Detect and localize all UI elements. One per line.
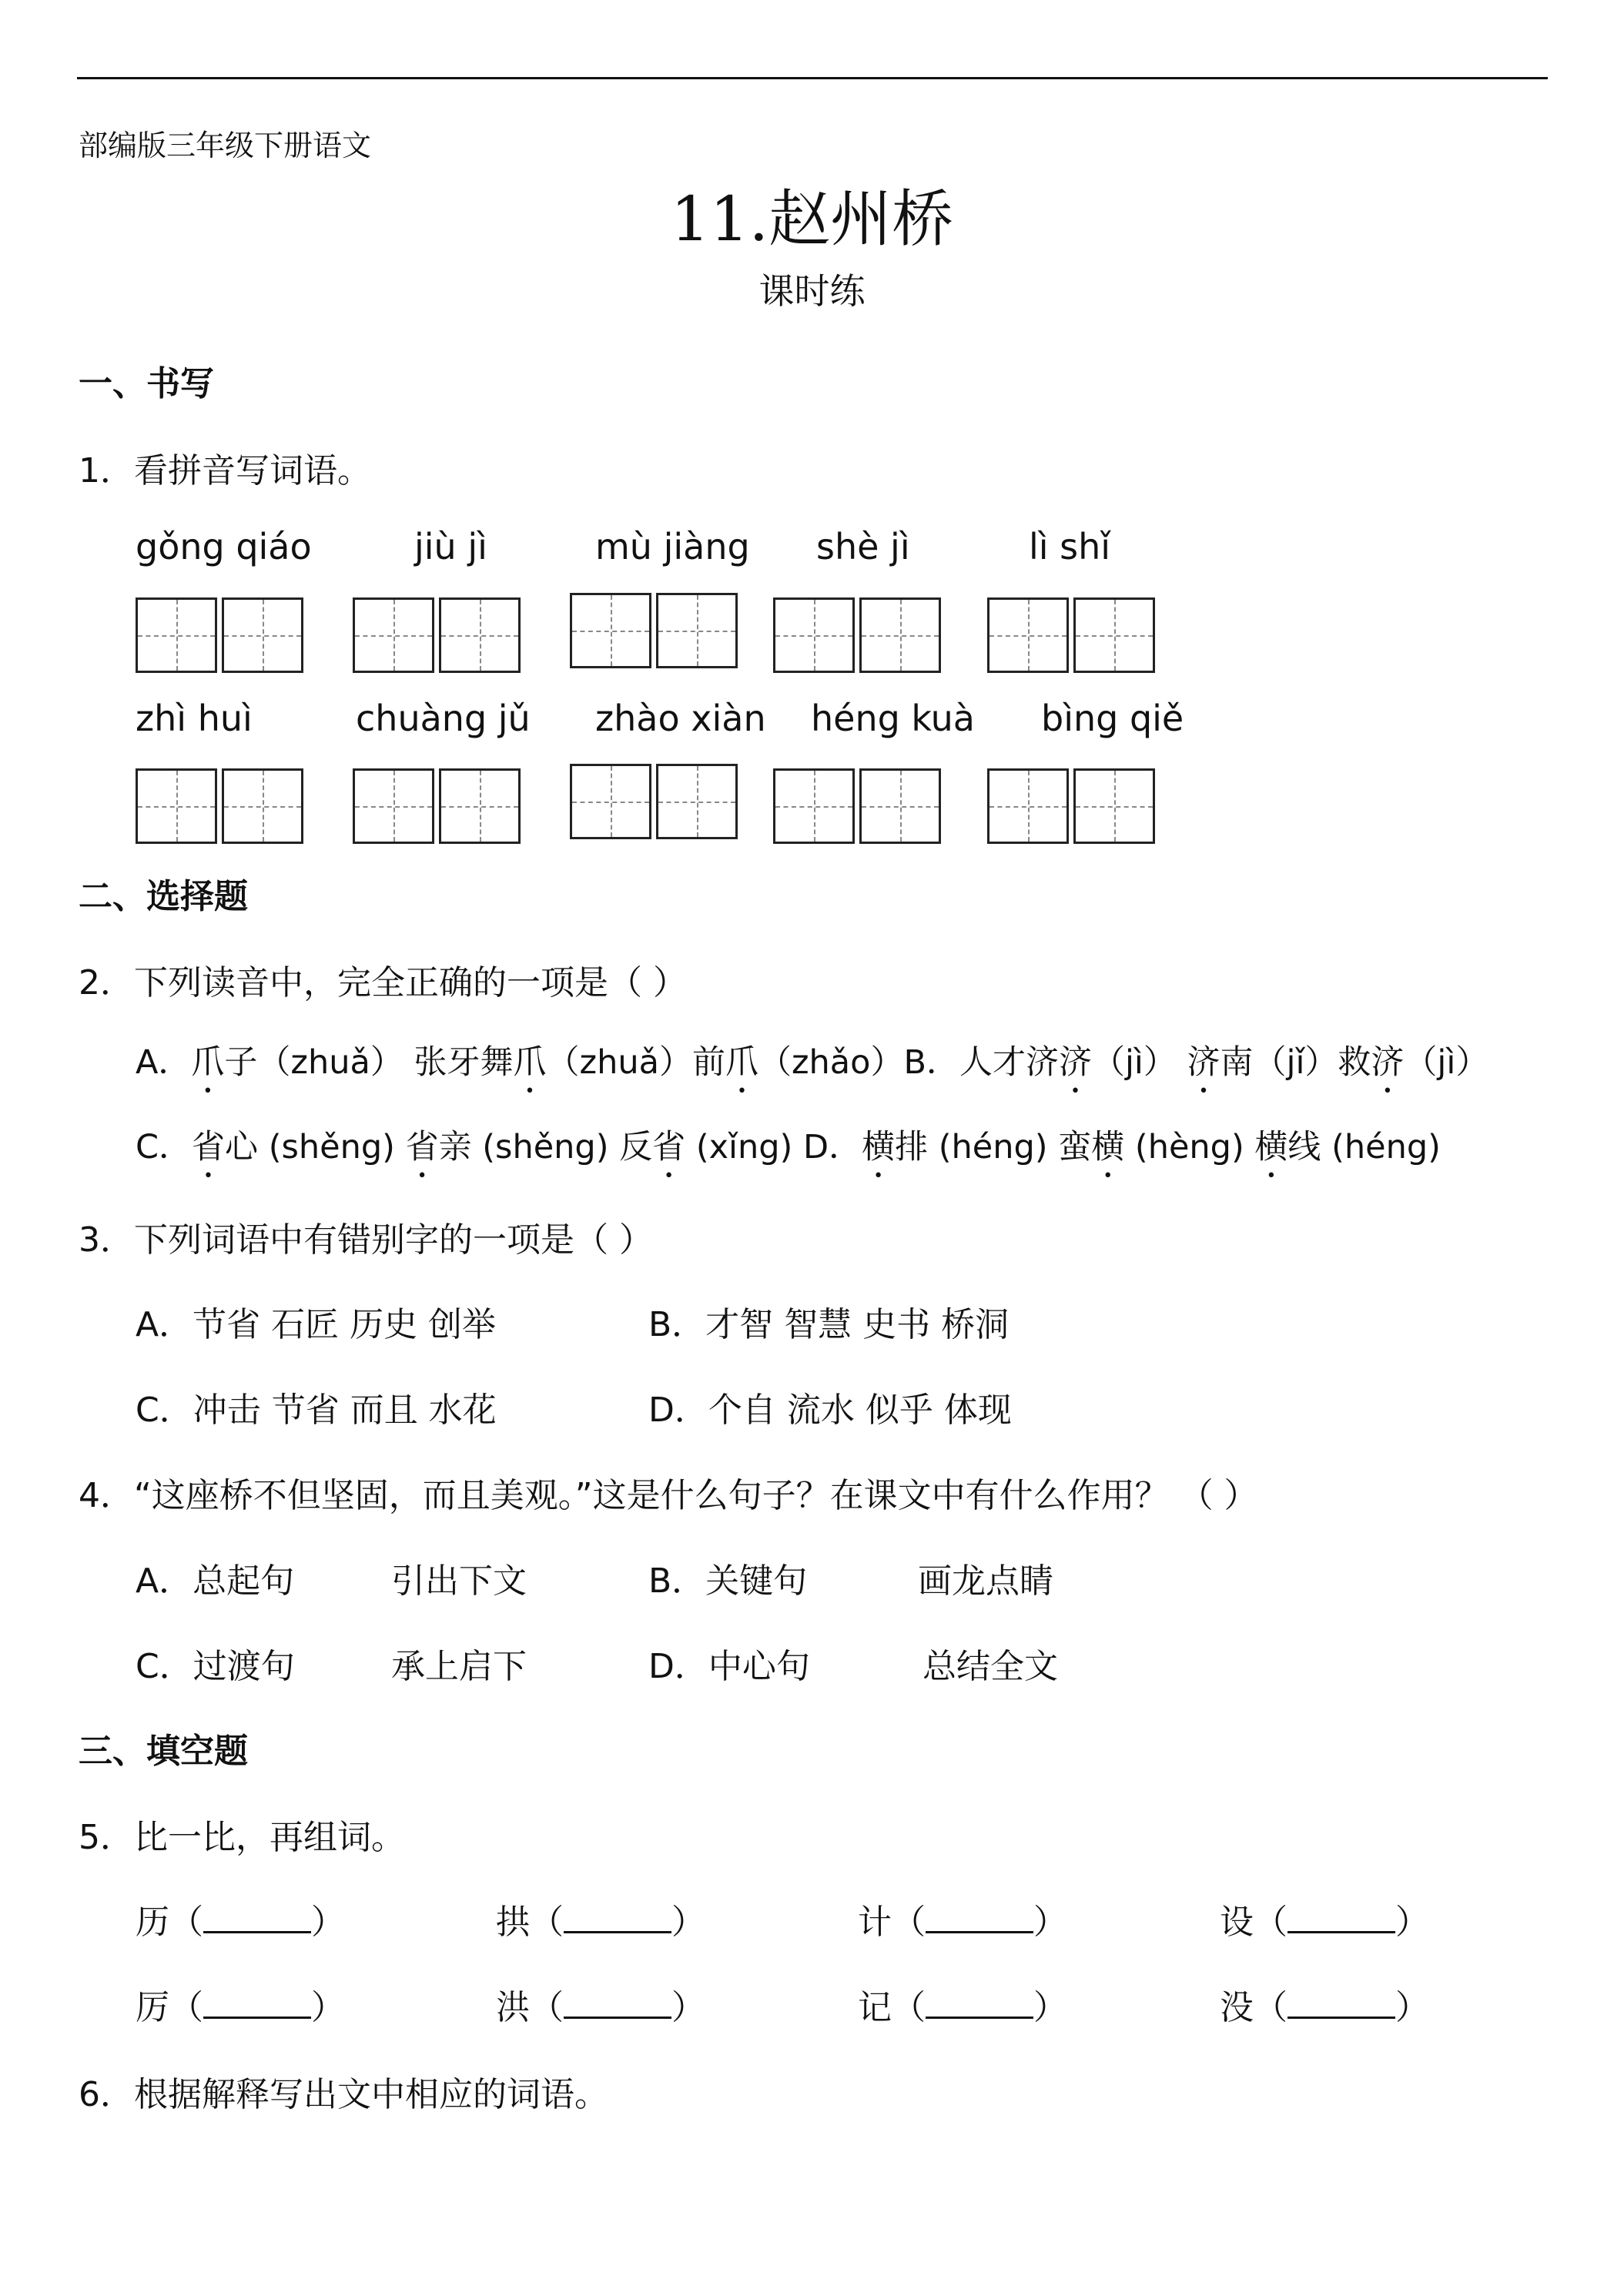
pinyin-label: shè jì — [816, 526, 910, 567]
question-6-prompt: 6．根据解释写出文中相应的词语。 — [79, 2075, 608, 2114]
question-2-options-ab[interactable]: A．爪子（zhuǎ） 张牙舞爪（zhuǎ）前爪（zhǎo）B．人才济济（jì） 济南（jǐ）救济（jì） — [136, 1043, 1489, 1082]
section-heading-choice: 二、选择题 — [79, 877, 248, 916]
question-3-option-d[interactable]: D．个自 流水 似乎 体现 — [648, 1391, 1012, 1430]
question-3-prompt: 3．下列词语中有错别字的一项是（ ） — [79, 1220, 653, 1260]
compare-item[interactable]: 记（ ） — [858, 1988, 1067, 2027]
grade-label: 部编版三年级下册语文 — [79, 129, 372, 162]
pinyin-label: jiù jì — [414, 526, 487, 567]
compare-item[interactable]: 设（ ） — [1220, 1903, 1429, 1942]
question-4-option-d[interactable]: D．中心句 — [648, 1647, 810, 1686]
page-title: 11.赵州桥 — [670, 183, 954, 255]
pinyin-label: mù jiàng — [595, 526, 750, 567]
section-heading-writing: 一、书写 — [79, 364, 214, 403]
pinyin-label: gǒng qiáo — [136, 526, 312, 567]
question-4-option-a[interactable]: A．总起句 — [136, 1561, 295, 1601]
compare-item[interactable]: 洪（ ） — [496, 1988, 705, 2027]
writing-grid[interactable] — [136, 768, 308, 844]
question-4-option-b[interactable]: B．关键句 — [648, 1561, 808, 1601]
writing-grid[interactable] — [570, 593, 742, 668]
question-4-option-c-text: 承上启下 — [391, 1647, 527, 1686]
pinyin-label: héng kuà — [811, 698, 975, 739]
writing-grid[interactable] — [773, 768, 946, 844]
writing-grid[interactable] — [987, 768, 1160, 844]
question-4-option-b-text: 画龙点睛 — [918, 1561, 1053, 1601]
compare-item[interactable]: 没（ ） — [1220, 1988, 1429, 2027]
compare-item[interactable]: 厉（ ） — [136, 1988, 345, 2027]
writing-grid[interactable] — [136, 597, 308, 673]
writing-grid[interactable] — [353, 597, 525, 673]
question-4-option-c[interactable]: C．过渡句 — [136, 1647, 295, 1686]
writing-grid[interactable] — [987, 597, 1160, 673]
question-5-prompt: 5．比一比，再组词。 — [79, 1818, 405, 1857]
question-4-option-a-text: 引出下文 — [391, 1561, 527, 1601]
question-4-prompt: 4．“这座桥不但坚固，而且美观。”这是什么句子？在课文中有什么作用？ （ ） — [79, 1476, 1258, 1515]
page-subtitle: 课时练 — [758, 270, 866, 312]
writing-grid[interactable] — [570, 764, 742, 839]
top-rule — [77, 77, 1548, 79]
question-4-option-d-text: 总结全文 — [922, 1647, 1058, 1686]
pinyin-label: lì shǐ — [1029, 526, 1111, 567]
pinyin-label: bìng qiě — [1041, 698, 1184, 739]
question-2-prompt: 2．下列读音中，完全正确的一项是（ ） — [79, 963, 687, 1002]
writing-grid[interactable] — [353, 768, 525, 844]
question-2-options-cd[interactable]: C．省心 (shěng) 省亲 (shěng) 反省 (xǐng) D．横排 (héng) 蛮横 (hèng) 横线 (héng) — [136, 1128, 1441, 1166]
pinyin-label: zhào xiàn — [595, 698, 766, 739]
question-3-option-b[interactable]: B．才智 智慧 史书 桥洞 — [648, 1305, 1010, 1344]
compare-item[interactable]: 拱（ ） — [496, 1903, 705, 1942]
compare-item[interactable]: 计（ ） — [858, 1903, 1067, 1942]
pinyin-label: zhì huì — [136, 698, 253, 739]
question-1-prompt: 1．看拼音写词语。 — [79, 451, 371, 490]
question-3-option-c[interactable]: C．冲击 节省 而且 水花 — [136, 1391, 497, 1430]
writing-grid[interactable] — [773, 597, 946, 673]
compare-item[interactable]: 历（ ） — [136, 1903, 345, 1942]
question-3-option-a[interactable]: A．节省 石匠 历史 创举 — [136, 1305, 497, 1344]
pinyin-label: chuàng jǔ — [356, 698, 531, 739]
section-heading-fill: 三、填空题 — [79, 1732, 248, 1771]
